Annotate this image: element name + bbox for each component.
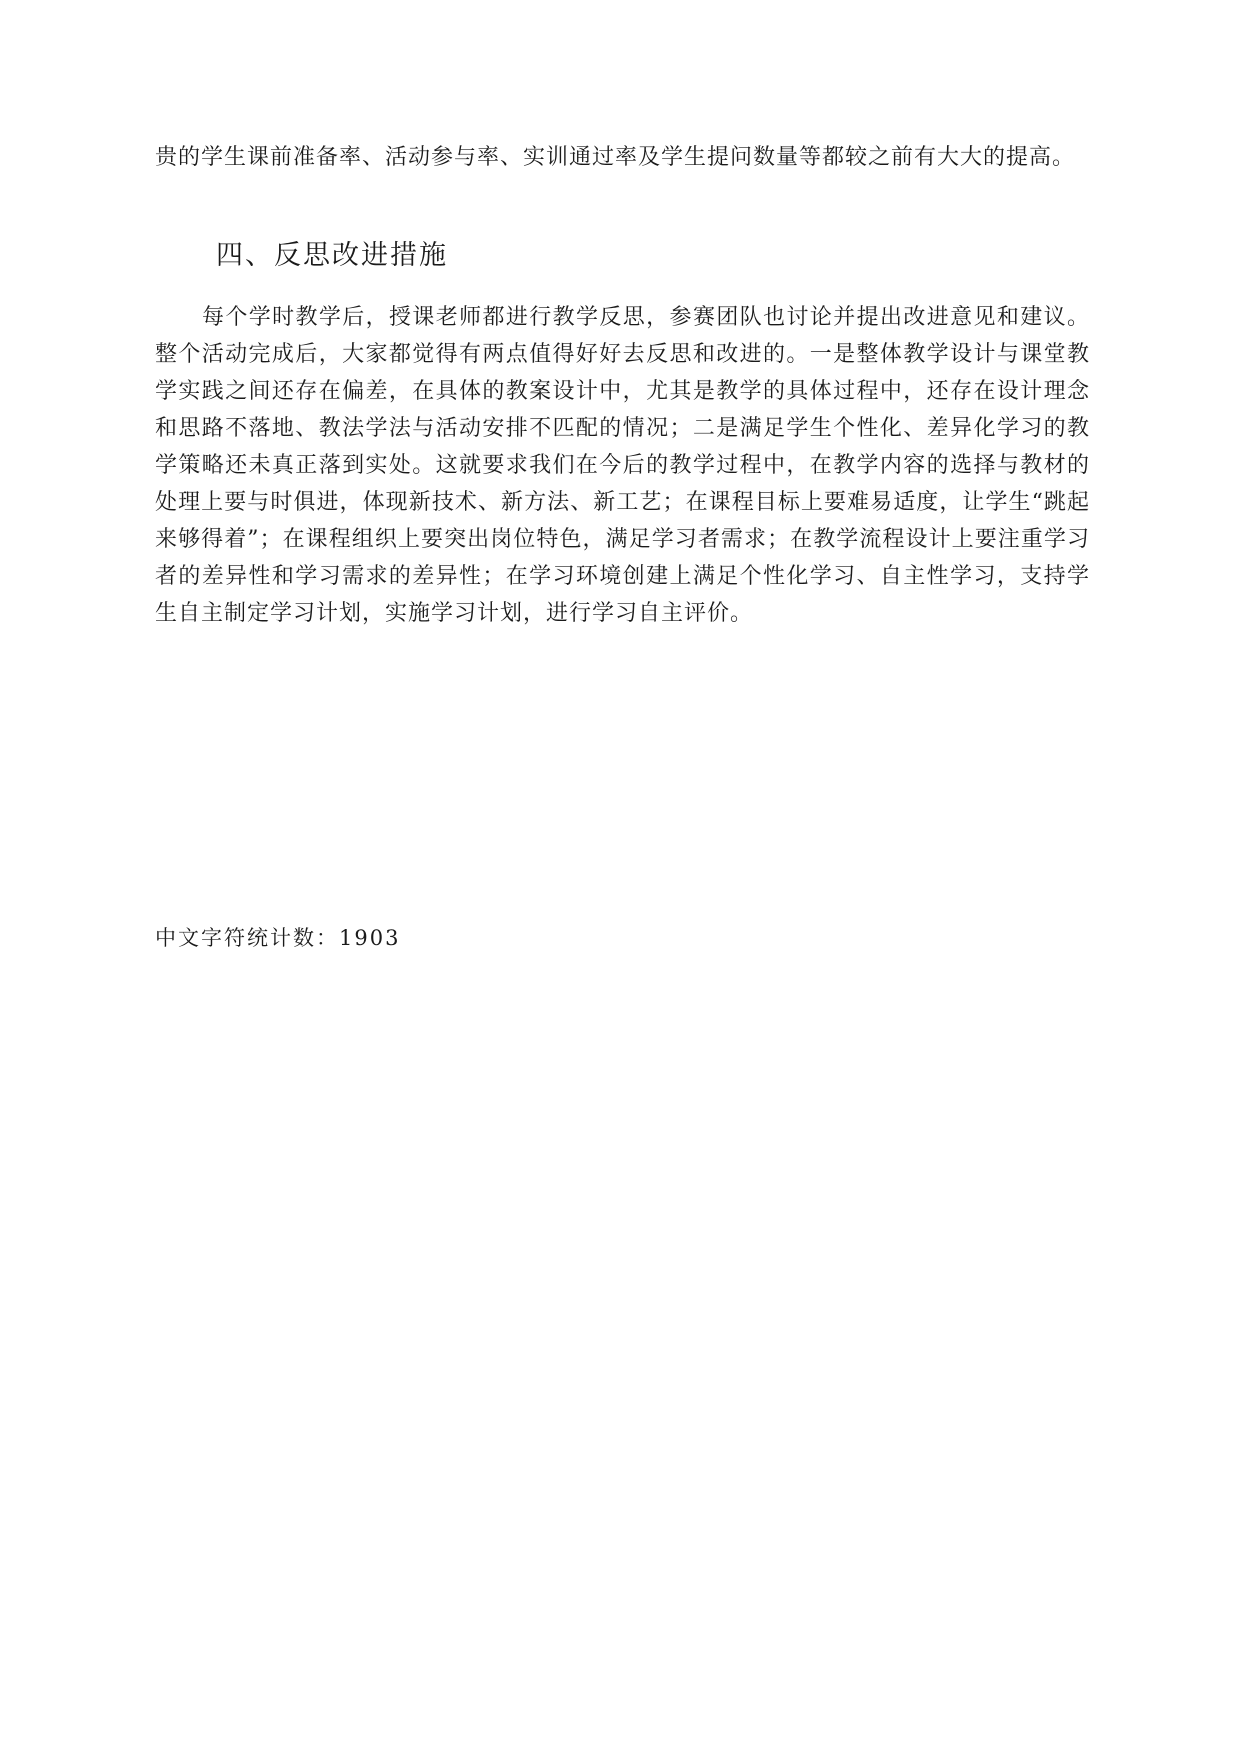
character-count	[155, 922, 400, 954]
character-count-label: 中文字符统计数：	[155, 926, 339, 950]
continued-paragraph: 贵的学生课前准备率、活动参与率、实训通过率及学生提问数量等都较之前有大大的提高。	[155, 145, 1076, 170]
character-count-value: 1903	[339, 926, 401, 950]
section-heading: 四、反思改进措施	[216, 240, 448, 271]
reflection-paragraph: 每个学时教学后，授课老师都进行教学反思，参赛团队也讨论并提出改进意见和建议。整个活动完成后，大家都觉得有两点值得好好去反思和改进的。一是整体教学设计与课堂教学实践之间还存在偏差，在具体的教案设计中，尤其是教学的具体过程中，还存在设计理念和思路不落地、教法学法与活动安排不匹配的情况；二是满足学生个性化、差异化学习的教学策略还未真正落到实处。这就要求我们在今后的教学过程中，在教学内容的选择与教材的处理上要与时俱进，体现新技术、新方法、新工艺；在课程目标上要难易适度，让学生“跳起来够得着”；在课程组织上要突出岗位特色，满足学习者需求；在教学流程设计上要注重学习者的差异性和学习需求的差异性；在学习环境创建上满足个性化学习、自主性学习，支持学生自主制定学习计划，实施学习计划，进行学习自主评价。	[155, 305, 1090, 626]
